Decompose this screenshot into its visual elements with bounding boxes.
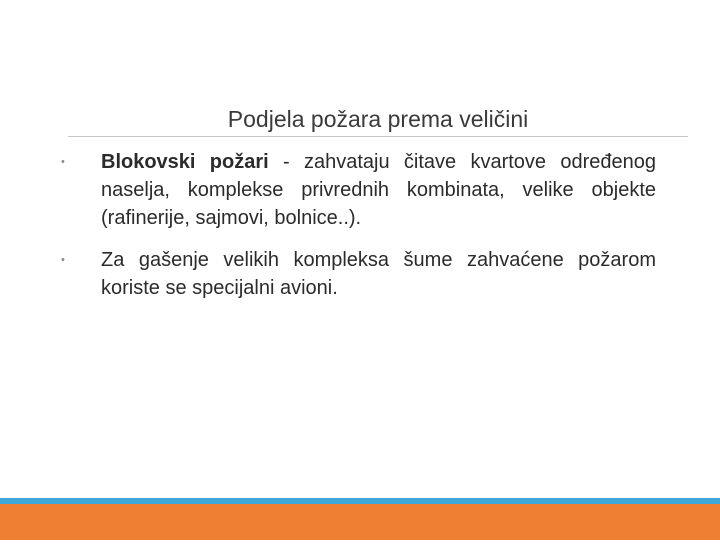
bullet-body-text: Za gašenje velikih kompleksa šume zahvaćene požarom koriste se specijalni avioni. [101,249,656,299]
bullet-body-text: - zahvataju čitave kvartove određenog naselja, komplekse privrednih kombinata, velike objekte (rafinerije, sajmovi, bolnice..). [101,151,657,229]
bullet-text [101,249,656,299]
bullet-marker-icon: • [61,156,65,168]
bullet-marker-icon: • [61,254,65,266]
slide-title: Podjela požara prema veličini [227,106,529,132]
bullet-lead-text: Blokovski požari [101,151,269,173]
bullet-text [101,151,656,229]
bullet-list [56,148,656,316]
title-divider [68,136,688,137]
footer-accent-bar-orange [0,504,720,540]
bullet-item [56,148,656,232]
bullet-item [56,246,656,302]
